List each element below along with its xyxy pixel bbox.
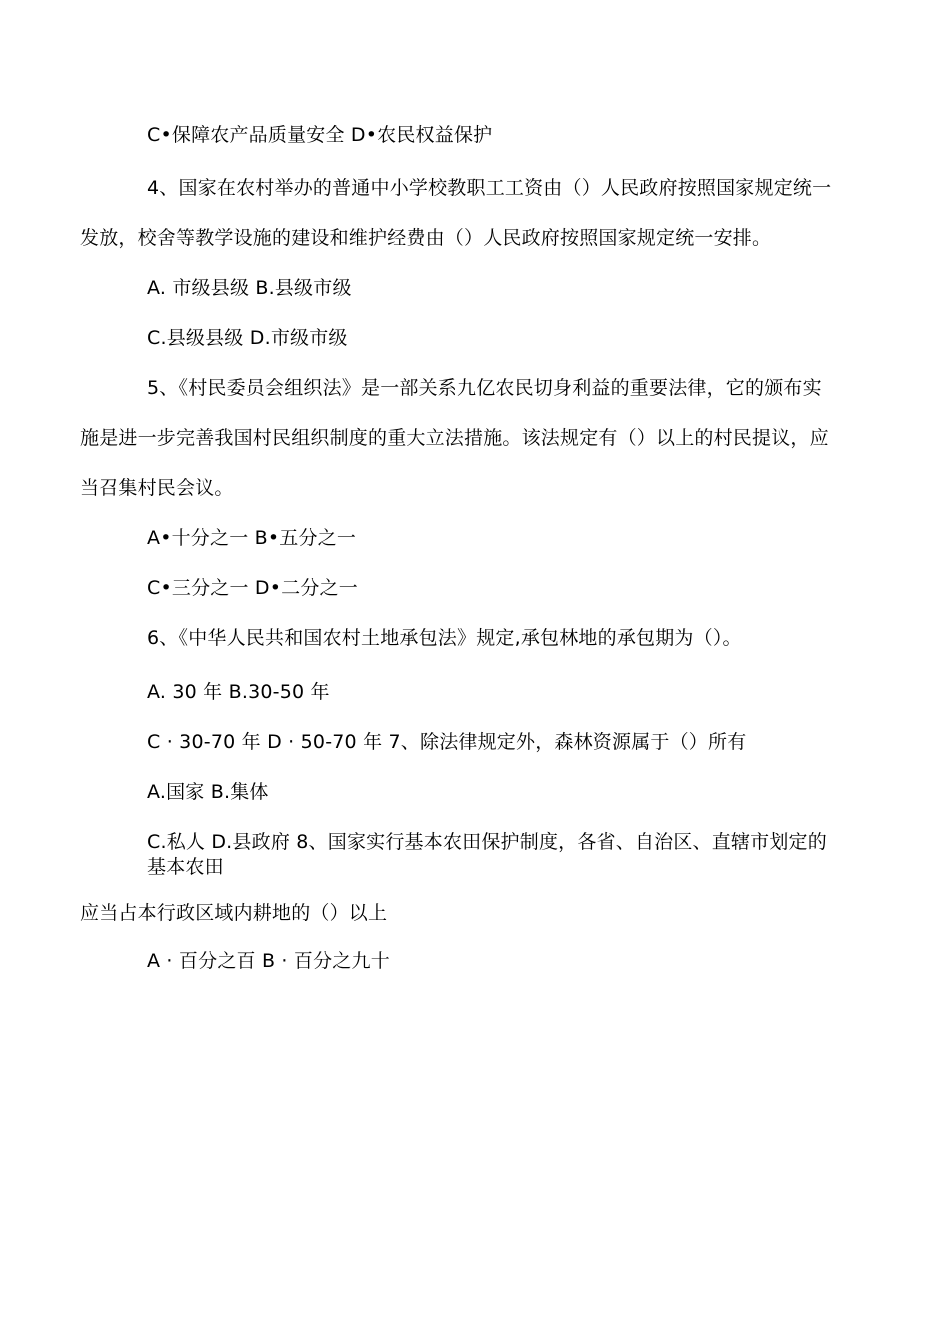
- question-5-options-cd: C•三分之一 D•二分之一: [147, 577, 358, 599]
- question-7-options-ab: A.国家 B.集体: [147, 781, 269, 803]
- question-8-line-3: 应当占本行政区域内耕地的（）以上: [80, 902, 388, 924]
- question-7-options-cd-question-8: C.私人 D.县政府 8、国家实行基本农田保护制度，各省、自治区、直辖市划定的: [147, 831, 827, 853]
- question-8-line-2: 基本农田: [147, 856, 224, 878]
- question-6-options-cd-question-7: C · 30-70 年 D · 50-70 年 7、除法律规定外，森林资源属于（）所有: [147, 731, 747, 753]
- question-4-options-cd: C.县级县级 D.市级市级: [147, 327, 348, 349]
- question-5-line-3: 当召集村民会议。: [80, 477, 234, 499]
- question-4-options-ab: A. 市级县级 B.县级市级: [147, 277, 352, 299]
- question-8-options-ab: A · 百分之百 B · 百分之九十: [147, 950, 390, 972]
- question-6-options-ab: A. 30 年 B.30-50 年: [147, 681, 330, 703]
- question-4-line-1: 4、国家在农村举办的普通中小学校教职工工资由（）人民政府按照国家规定统一: [147, 177, 832, 199]
- question-6-line-1: 6、《中华人民共和国农村土地承包法》规定,承包林地的承包期为（）。: [147, 627, 742, 649]
- question-5-line-2: 施是进一步完善我国村民组织制度的重大立法措施。该法规定有（）以上的村民提议，应: [80, 427, 829, 449]
- question-4-line-2: 发放，校舍等教学设施的建设和维护经费由（）人民政府按照国家规定统一安排。: [80, 227, 772, 249]
- question-5-options-ab: A•十分之一 B•五分之一: [147, 527, 357, 549]
- question-5-line-1: 5、《村民委员会组织法》是一部关系九亿农民切身利益的重要法律，它的颁布实: [147, 377, 822, 399]
- option-line-c-d: C•保障农产品质量安全 D•农民权益保护: [147, 124, 493, 146]
